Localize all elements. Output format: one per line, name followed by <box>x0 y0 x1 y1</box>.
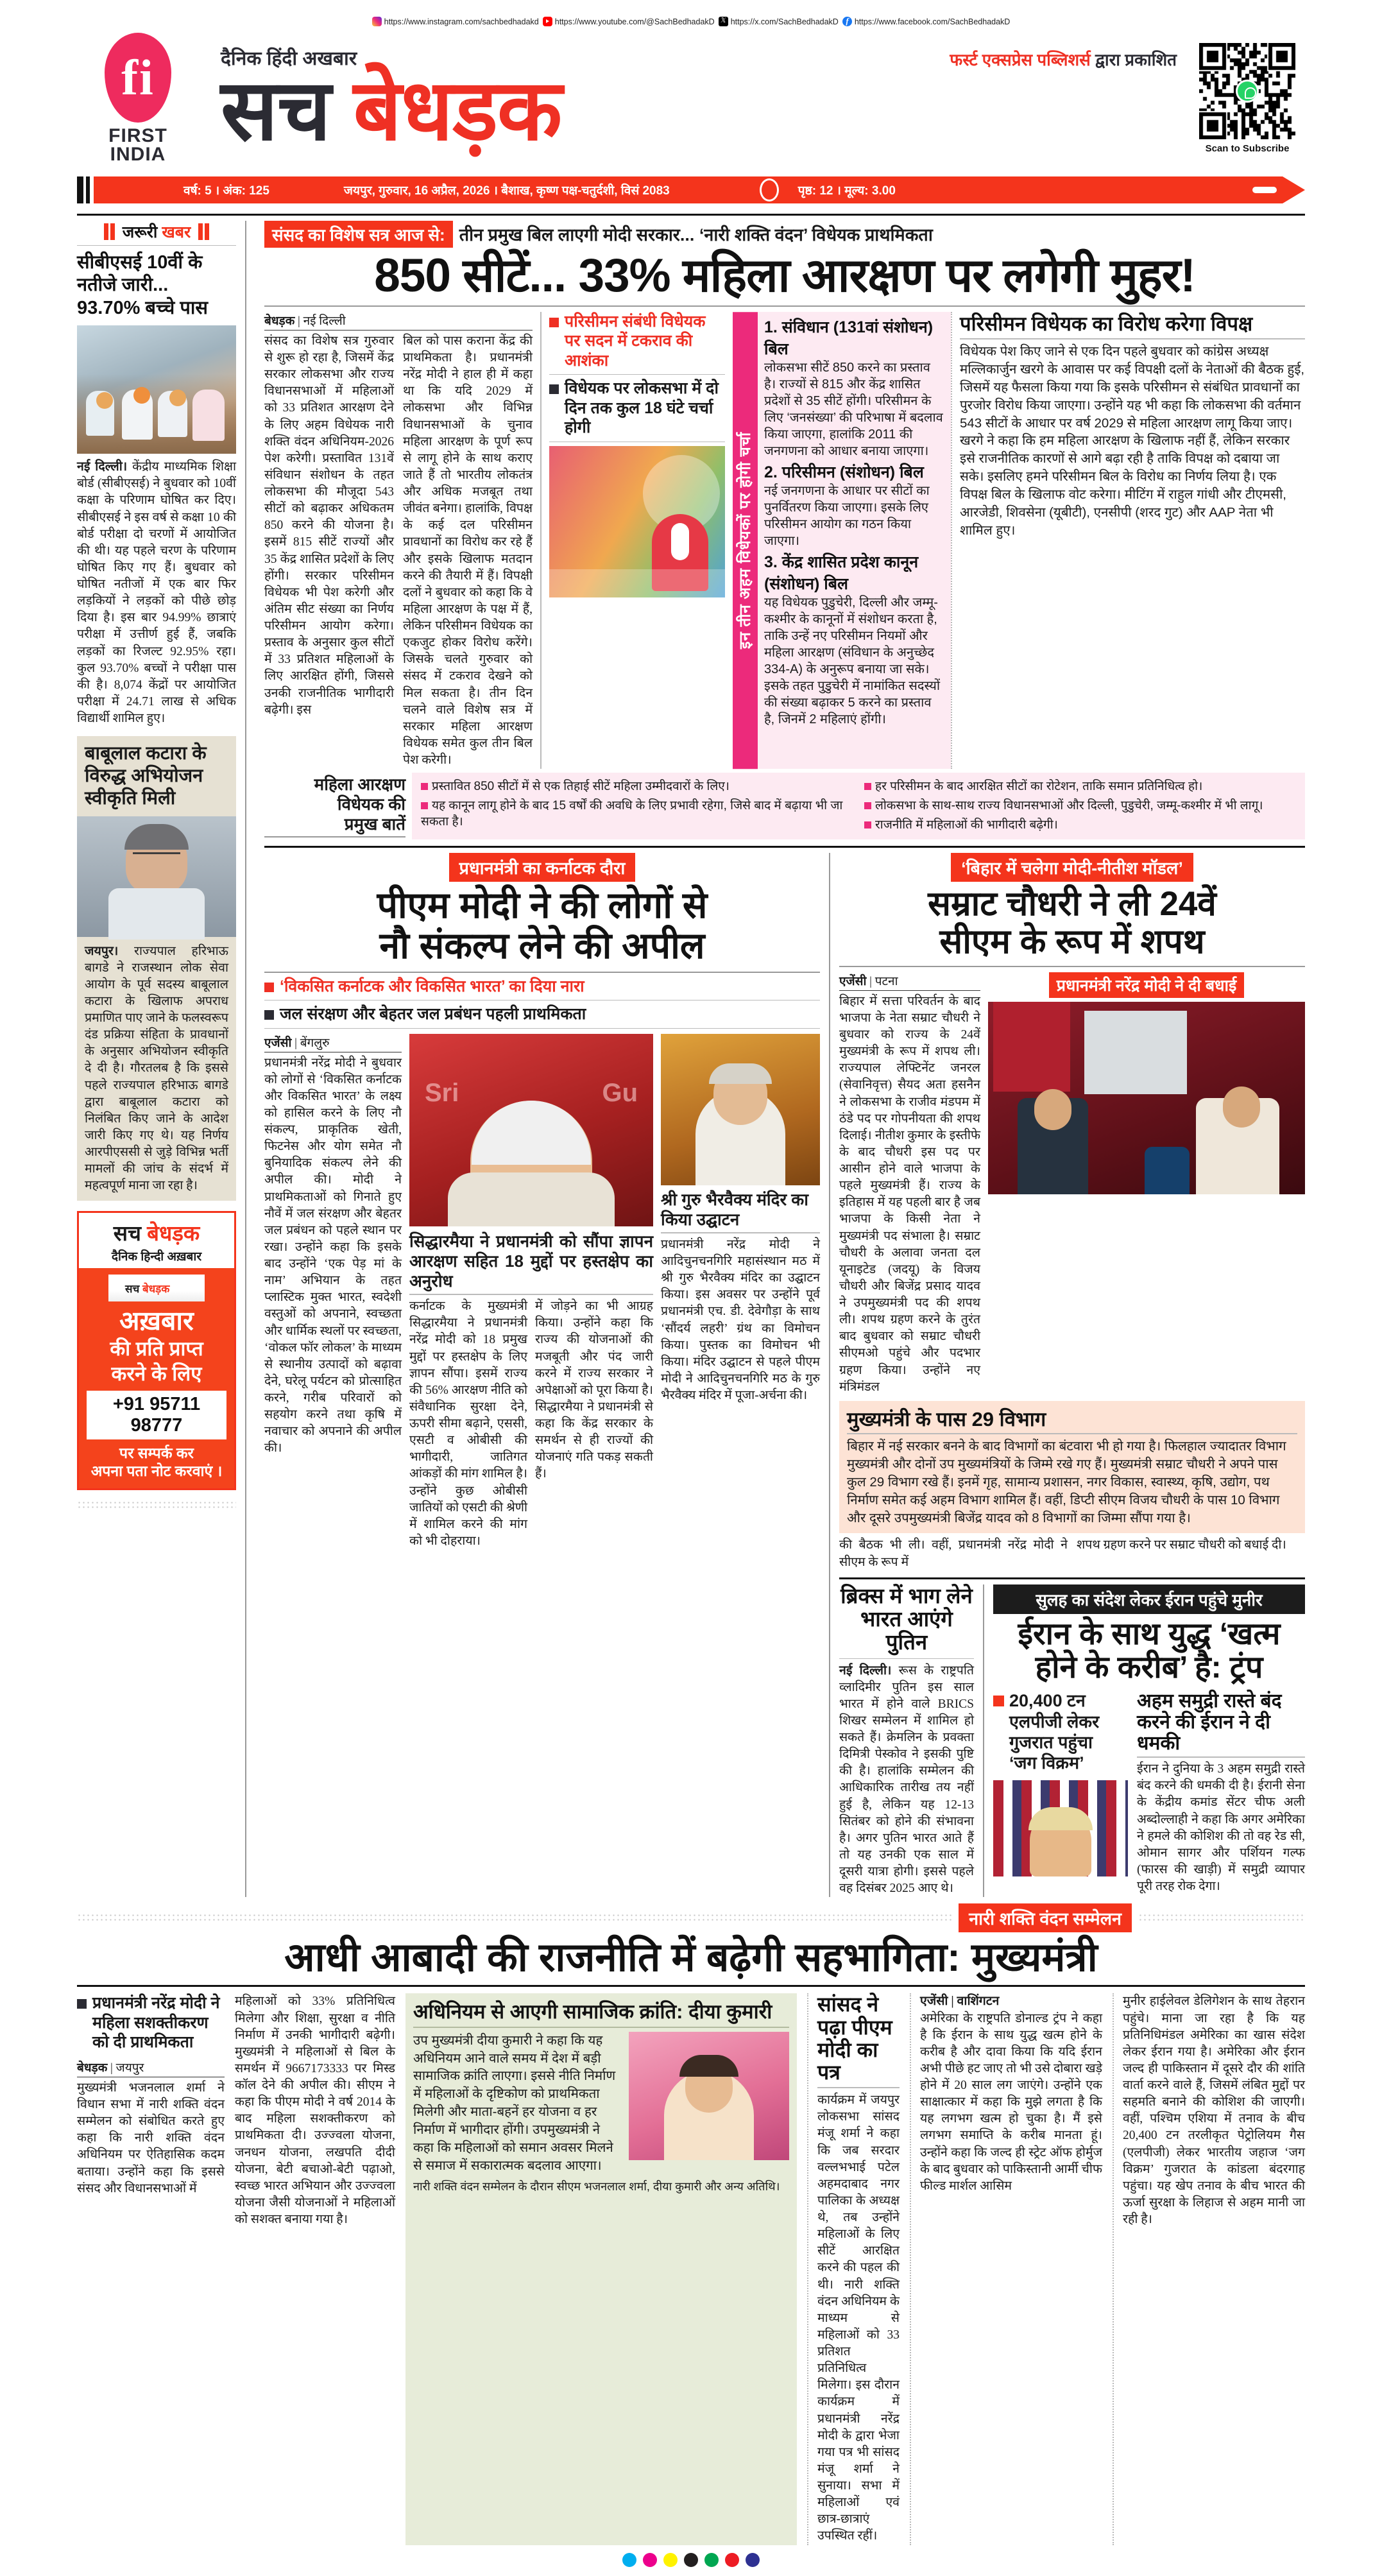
bihar-photo <box>988 1002 1305 1194</box>
publication-date: जयपुर, गुरुवार, 16 अप्रैल, 2026 । बैशाख, कृष्ण पक्ष-चतुर्दशी, विसं 2083 <box>343 184 670 198</box>
key-point-2: यह कानून लागू होने के बाद 15 वर्षों की अवधि के लिए प्रभावी रहेगा, जिसे बाद में बढ़ाया भी जा सकता है। <box>421 798 843 829</box>
lead-strap-line <box>264 221 1305 248</box>
key-point-1: प्रस्तावित 850 सीटों में से एक तिहाई सीटें महिला उम्मीदवारों के लिए। <box>421 779 853 795</box>
karnataka-memo-body-1: कर्नाटक के मुख्यमंत्री सिद्धारमैया ने प्रधानमंत्री नरेंद्र मोदी को 18 प्रमुख मुद्दों पर हस्तक्षेप के लिए ज्ञापन सौंपा। इसमें राज्य की 56% आरक्षण नीति को संवैधानिक सुरक्षा देने, ऊपरी सीमा बढ़ाने, एससी, एसटी व ओबीसी की भागीदारी, जातिगत आंकड़ों की मांग शामिल है। उन्होंने कुछ ओबीसी जातियों को एसटी की श्रेणी में शामिल करने की मांग को भी दोहराया। <box>409 1300 527 1548</box>
bills-list <box>758 312 951 769</box>
karnataka-photo-1: Sri Gu <box>409 1034 653 1226</box>
bill-1-title: 1. संविधान (131वां संशोधन) बिल <box>764 318 934 358</box>
bill-1-text: लोकसभा सीटें 850 करने का प्रस्ताव है। राज्यों से 815 और केंद्र शासित प्रदेशों से 35 सीटें होंगी। परिसीमन के लिए ‘जनसंख्या’ की परिभाषा में बदलाव किया जाएगा, हालांकि 2011 की जनगणना को आधार बनाया जाएगा। <box>764 360 943 458</box>
publisher-name: फर्स्ट एक्सप्रेस पब्लिशर्स <box>950 49 1091 69</box>
bottom-col-1 <box>77 1993 225 2545</box>
iran-headline-line-1[interactable]: ईरान के साथ युद्ध ‘खत्म <box>1018 1617 1281 1651</box>
key-points-label-3: प्रमुख बातें <box>264 814 405 837</box>
opposition-sidebar <box>951 312 1305 769</box>
karnataka-bullet-2: जल संरक्षण और बेहतर जल प्रबंधन पहली प्राथमिकता <box>264 1004 820 1024</box>
tagline-left: दैनिक हिंदी अखबार <box>221 47 357 69</box>
lead-headline[interactable]: 850 सीटें... 33% महिला आरक्षण पर लगेगी मुहर! <box>374 250 1195 302</box>
bottom-bullet: प्रधानमंत्री नरेंद्र मोदी ने महिला सशक्तीकरण को दी प्राथमिकता <box>77 1993 225 2052</box>
instagram-url: https://www.instagram.com/sachbedhadakd <box>384 17 539 26</box>
section-rule <box>264 846 1305 848</box>
qr-code[interactable] <box>1199 43 1295 139</box>
bullet-square-icon <box>264 983 274 992</box>
karnataka-headline-line-1[interactable]: पीएम मोदी ने की लोगों से <box>377 885 708 927</box>
key-points-label <box>264 773 412 839</box>
bottom-col-4 <box>807 1993 900 2545</box>
bottom-section-label: नारी शक्ति वंदन सम्मेलन <box>959 1903 1132 1932</box>
iran-body-continued: एजेंसी | वाशिंगटन अमेरिका के राष्ट्रपति डोनाल्ड ट्रंप ने कहा है कि ईरान के साथ युद्ध खत्म होने के करीब है और दावा किया कि यदि ईरान अभी पीछे हट जाए तो भी उसे दोबारा खड़े होने में 20 साल लग जाएंगे। उन्होंने एक साक्षात्कार में कहा कि मुझे लगता है कि यह लगभग खत्म हो चुका है। मैं इसे लगभग समाप्ति के करीब मानता हूं। उन्होंने कहा कि जल्द ही स्ट्रेट ऑफ होर्मुज के बाद बुधवार को पाकिस्तानी आर्मी चीफ फील्ड मार्शल आसिम <box>920 1995 1102 2193</box>
tagline-right <box>950 47 1177 71</box>
dotted-divider <box>1138 1913 1305 1923</box>
bullet-square-icon <box>549 318 559 327</box>
left-story-1-dateline: नई दिल्ली। <box>77 460 128 474</box>
bullet-square-icon <box>549 384 559 394</box>
karnataka-memo-body-2: में जोड़ने का भी आग्रह किया। उन्होंने कहा कि राज्य की योजनाओं की मजबूती और पंद जारी करने में राज्य सरकार ने अपेक्षाओं को पूरा किया है। सिद्धारमैया ने प्रधानमंत्री से कहा कि केंद्र सरकार के समर्थन से ही राज्यों की योजनाएं गति पकड़ सकती हैं। <box>535 1300 653 1481</box>
lead-story <box>255 221 1305 839</box>
bottom-body-1: मुख्यमंत्री भजनलाल शर्मा ने विधान सभा में नारी शक्ति वंदन सम्मेलन को संबोधित करते हुए कहा कि नारी शक्ति वंदन अधिनियम पर ऐतिहासिक कदम बताया। उन्होंने कहा कि इससे संसद और विधानसभाओं में <box>77 2081 225 2195</box>
iran-section-label: सुलह का संदेश लेकर ईरान पहुंचे मुनीर <box>993 1584 1305 1614</box>
bihar-headline-line-2[interactable]: सीएम के रूप में शपथ <box>939 922 1205 961</box>
lead-bills-block <box>733 312 951 769</box>
volume-issue: वर्ष: 5 । अंक: 125 <box>183 184 269 198</box>
bihar-box-body: बिहार में नई सरकार बनने के बाद विभागों का बंटवारा भी हो गया है। फिलहाल ज्यादातर विभाग मुख्यमंत्री और दोनों उप मुख्यमंत्रियों के जिम्मे रखे गए हैं। मुख्यमंत्री सम्राट चौधरी ने अपने पास कुल 29 विभाग रखे हैं। इनमें गृह, सामान्य प्रशासन, नगर विकास, स्वास्थ्य, कृषि, उद्योग, पथ निर्माण समेत कई अहम विभाग शामिल हैं। वहीं, डिप्टी सीएम विजय चौधरी के पास 10 विभाग और दूसरे उपमुख्यमंत्री बिजेंद्र यादव को 8 विभागों का जिम्मा सौंपा गया है। <box>847 1439 1286 1525</box>
bottom-byline: बेधड़क | जयपुर <box>77 2059 225 2077</box>
facebook-icon <box>842 17 852 26</box>
iran-byline: एजेंसी | वाशिंगटन <box>920 1995 1000 2009</box>
cmyk-dot-yellow <box>663 2553 678 2567</box>
ad-line-big: अख़बार <box>119 1306 194 1336</box>
left-story-2-photo <box>77 816 236 937</box>
ad-line-mid-2: करने के लिए <box>111 1362 202 1385</box>
left-story-1-body: नई दिल्ली। केंद्रीय माध्यमिक शिक्षा बोर्ड (सीबीएसई) ने बुधवार को 10वीं कक्षा के परिणाम घोषित कर दिए। सीबीएसई ने इस वर्ष से कक्षा 10 की बोर्ड परीक्षा दो चरणों में आयोजित की थी। यह पहले चरण के परिणाम घोषित किए गए हैं। बुधवार को घोषित नतीजों में एक बार फिर लड़कियों ने लड़कों को पीछे छोड़ दिया है। इस बार 94.99% छात्राएं परीक्षा में उत्तीर्ण हुई हैं, जबकि लड़कों का रिजल्ट 92.95% रहा। कुल 93.70% बच्चों ने परीक्षा पास की है। 8,074 केंद्रों पर आयोजित परीक्षा में 24.71 लाख से अधिक विद्यार्थी शामिल हुए। <box>77 460 237 725</box>
iran-headline-line-2[interactable]: होने के करीब’ है: ट्रंप <box>1035 1651 1263 1685</box>
nib-ornament <box>1246 176 1305 203</box>
content-area <box>0 221 1382 1897</box>
lead-bullets-block <box>540 312 733 769</box>
bottom-col-5 <box>910 1993 1102 2545</box>
left-story-1-photo <box>77 325 236 454</box>
logo-wordmark <box>77 127 199 164</box>
lead-body-col-1: संसद का विशेष सत्र गुरुवार से शुरू हो रहा है, जिसमें केंद्र सरकार लोकसभा और राज्य विधानसभाओं में महिलाओं को 33 प्रतिशत आरक्षण देने के लिए अहम विधेयक नारी शक्ति वंदन अधिनियम-2026 पेश करेगी। प्रस्तावित 131वें संविधान संशोधन के तहत लोकसभा की मौजूदा 543 सीटों को बढ़ाकर अधिकतम 850 करने की योजना है। इसमें 815 सीटें राज्यों और 35 केंद्र शासित प्रदेशों के लिए होंगी। सरकार परिसीमन विधेयक भी पेश करेगी और अंतिम सीट संख्या का निर्णय परिसीमन आयोग करेगा। प्रस्ताव के अनुसार कुल सीटों में 33 प्रतिशत महिलाओं के लिए आरक्षित होंगी, जिससे उनकी राजनीतिक भागीदारी बढ़ेगी। इस <box>264 334 394 717</box>
section-label-part2: खबर <box>162 223 191 241</box>
lead-text-block <box>264 312 540 769</box>
ad-brand-b: बेधड़क <box>147 1221 200 1246</box>
bihar-body: बिहार में सत्ता परिवर्तन के बाद भाजपा के नेता सम्राट चौधरी ने बुधवार को राज्य के 24वें मुख्यमंत्री के रूप में शपथ ली। राज्यपाल लेफ्टिनेंट जनरल (सेवानिवृत्त) सैयद अता हसनैन ने लोकसभा के राजीव मंडपम में ठंडे पद पर गोपनीयता की शपथ दिलाई। नीतीश कुमार के इस्तीफे के बाद चौधरी इस पद पर आसीन होने वाले भाजपा के पहले मुख्यमंत्री हैं। राज्य के इतिहास में यह पहली बार है जब भाजपा के किसी नेता ने मुख्यमंत्री पद संभाला है। सम्राट चौधरी के अलावा जनता दल यूनाइटेड (जदयू) के विजय चौधरी और बिजेंद्र प्रसाद यादव ने उपमुख्यमंत्री पद की शपथ ली। शपथ ग्रहण करने के तुरंत बाद बुधवार को सम्राट चौधरी सीएमओ पहुंचे और पदभार ग्रहण किया। उन्होंने नए मंत्रिमंडल <box>839 994 980 1394</box>
publisher-suffix: द्वारा प्रकाशित <box>1095 49 1177 69</box>
left-story-2-headline[interactable]: बाबूलाल कटारा के विरुद्ध अभियोजन स्वीकृति मिली <box>85 743 207 809</box>
ad-line-small-1: पर सम्पर्क कर <box>119 1445 194 1462</box>
logo-line-first: FIRST <box>108 125 167 146</box>
divider <box>77 245 236 246</box>
youtube-url: https://www.youtube.com/@SachBedhadakD <box>554 17 715 26</box>
middle-section <box>255 853 1305 1897</box>
karnataka-temple-head[interactable]: श्री गुरु भैरवैक्य मंदिर का किया उद्घाटन <box>661 1190 820 1233</box>
mp-letter-head[interactable]: सांसद ने पढ़ा पीएम मोदी का पत्र <box>817 1993 900 2088</box>
bottom-headline-wrap <box>77 1936 1305 1980</box>
ad-line-small-2: अपना पता नोट करवाएं । <box>90 1463 223 1480</box>
x-twitter-icon <box>719 17 728 26</box>
karnataka-body-row <box>264 1034 820 1550</box>
left-story-2-body: जयपुर। राज्यपाल हरिभाऊ बागडे ने राजस्थान लोक सेवा आयोग के पूर्व सदस्य बाबूलाल कटारा के खिलाफ अपराध प्रमाणित पाए जाने के फलस्वरूप दंड प्रक्रिया संहिता के प्रावधानों के अनुसार अभियोजन स्वीकृति दे दी है। गौरतलब है कि इससे पहले राज्यपाल हरिभाऊ बागडे द्वारा बाबूलाल कटारा को निलंबित किए जाने के आदेश जारी किए गए थे। यह निर्णय आरपीएससी से जुड़े विभिन्न भर्ती मामलों की जांच के संदर्भ में महत्वपूर्ण माना जा रहा है। <box>77 937 236 1201</box>
whatsapp-icon <box>1236 80 1259 103</box>
lead-byline-loc: नई दिल्ली <box>303 314 346 328</box>
bill-3-text: यह विधेयक पुडुचेरी, दिल्ली और जम्मू-कश्मीर के कानूनों में संशोधन करता है, ताकि उन्हें नए परिसीमन नियमों और महिला आरक्षण (संविधान के अनुच्छेद 334-A) के अनुरूप बनाया जा सके। इसके तहत पुडुचेरी में नामांकित सदस्यों की संख्या बढ़ाकर 5 करने का प्रस्ताव है, जिनमें 2 महिलाएं होंगी। <box>764 595 941 726</box>
bottom-columns <box>77 1993 1305 2545</box>
karnataka-section-label: प्रधानमंत्री का कर्नाटक दौरा <box>449 853 636 882</box>
key-points-label-2: विधेयक की <box>337 794 405 814</box>
bihar-photo-caption-bar: प्रधानमंत्री नरेंद्र मोदी ने दी बधाई <box>1049 972 1244 998</box>
youtube-icon <box>543 17 552 26</box>
bihar-byline: एजेंसी | पटना <box>839 972 980 991</box>
first-india-logo <box>77 33 199 164</box>
diya-kumari-box <box>405 1993 797 2545</box>
dotted-divider <box>77 1913 952 1923</box>
karnataka-temple-body: प्रधानमंत्री नरेंद्र मोदी ने आदिचुनचनगिरि महासंस्थान मठ में श्री गुरु भैरवैक्य मंदिर का उद्घाटन किया। इस अवसर पर उन्होंने पूर्व प्रधानमंत्री एच. डी. देवेगौड़ा के साथ ‘सौंदर्य लहरी’ ग्रंथ का विमोचन किया। पुस्तक का विमोचन भी किया। मंदिर उद्घाटन से पहले पीएम मोदी ने आदिचुनचनगिरि मठ के गुरु भैरवैक्य मंदिर में पूजा-अर्चना की। <box>661 1237 820 1403</box>
cmyk-dot-green <box>704 2553 719 2567</box>
date-bar-oval-ornament <box>760 178 779 202</box>
opposition-body: विधेयक पेश किए जाने से एक दिन पहले बुधवार को कांग्रेस अध्यक्ष मल्लिकार्जुन खरगे के आवास पर कई विपक्षी दलों के नेताओं की बैठक हुई, जिसमें यह फैसला किया गया कि इसके परिसीमन से संबंधित प्रावधानों का पुरजोर विरोध किया जाएगा। उन्होंने यह भी कहा कि लोकसभा की वर्तमान 543 सीटों के आधार पर वर्ष 2029 से महिला आरक्षण लागू किया जाए। खरगे ने कहा कि हम महिला आरक्षण के खिलाफ नहीं हैं, लेकिन सरकार इसे राजनीतिक कारणों से आगे बढ़ा रही है ताकि विपक्ष को दबाया जा सके। इसलिए हमने परिसीमन बिल के विरोध का निर्णय लिया है। एक विपक्ष बिल के खिलाफ वोट करेगा। मीटिंग में राहुल गांधी और टीएमसी, आरजेडी, शिवसेना (यूबीटी), एनसीपी (शरद गुट) और AAP नेता भी शामिल हुए। <box>960 344 1305 538</box>
title-bedhadak: बेधड़क <box>353 62 562 157</box>
cmyk-registration-marks <box>0 2545 1382 2576</box>
newspaper-roll-image <box>108 1275 205 1301</box>
key-points-list <box>412 773 1305 839</box>
bottom-section <box>0 1903 1382 2545</box>
top-rule <box>77 214 1305 216</box>
left-story-2 <box>77 736 236 816</box>
main-column <box>245 221 1305 1897</box>
bottom-col-6 <box>1113 1993 1305 2545</box>
pages-price: पृष्ठ: 12 । मूल्य: 3.00 <box>798 184 896 198</box>
lead-bullet-2: विधेयक पर लोकसभा में दो दिन तक कुल 18 घंटे चर्चा होगी <box>549 379 725 438</box>
karnataka-memo-headline[interactable]: सिद्धारमैया ने प्रधानमंत्री को सौंपा ज्ञापन आरक्षण सहित 18 मुद्दों पर हस्तक्षेप का अनुरोध <box>409 1232 653 1296</box>
title-sach: सच <box>221 62 354 157</box>
bills-vertical-label: इन तीन अहम विधेयकों पर होगी चर्चा <box>733 312 758 769</box>
iran-body-2: मुनीर हाईलेवल डेलिगेशन के साथ तेहरान पहुंचे। माना जा रहा है कि यह प्रतिनिधिमंडल अमेरिका का खास संदेश लेकर ईरान गया है। अमेरिका और ईरान जल्द ही पाकिस्तान में दूसरे दौर की शांति वार्ता करने वाले हैं, जिसमें लंबित मुद्दों पर सहमति बनाने की कोशिश की जाएगी। वहीं, पश्चिम एशिया में तनाव के बीच 20,400 टन तरलीकृत पेट्रोलियम गैस (एलपीजी) लेकर भारतीय जहाज ‘जग विक्रम’ गुजरात के कांडला बंदरगाह पहुंचा। यह खेप तनाव के बीच भारत की ऊर्जा सुरक्षा के लिहाज से अहम मानी जा रही है। <box>1123 1995 1305 2227</box>
karnataka-photo-2 <box>661 1034 820 1185</box>
social-link-youtube[interactable] <box>543 17 715 26</box>
bihar-tail-2: शपथ ग्रहण करने पर सम्राट चौधरी को बधाई दी। <box>1077 1538 1286 1552</box>
bill-2-title: 2. परिसीमन (संशोधन) बिल <box>764 463 924 481</box>
date-bar-marker-2 <box>86 176 90 203</box>
brics-dateline: नई दिल्ली। <box>839 1663 892 1678</box>
iran-sub-body: ईरान ने दुनिया के 3 अहम समुद्री रास्ते बंद करने की धमकी दी है। ईरानी सेना के केंद्रीय कमांड सेंटर चीफ अली अब्दोल्लाही ने कहा कि अगर अमेरिका ने हमले की कोशिश की तो वह रेड सी, ओमान सागर और पर्शियन गल्फ (फारस की खाड़ी) में समुद्री व्यापार पूरी तरह रोक देगा। <box>1137 1762 1305 1894</box>
ad-brand-a: सच <box>113 1221 148 1246</box>
dotted-divider <box>77 1500 236 1511</box>
cmyk-dot-black <box>684 2553 698 2567</box>
brics-story <box>839 1584 974 1898</box>
green-body: उप मुख्यमंत्री दीया कुमारी ने कहा कि यह अधिनियम आने वाले समय में देश में बड़ी सामाजिक क्रांति लाएगा। इससे नीति निर्माण में महिलाओं के दृष्टिकोण को प्राथमिकता मिलेगी और माता-बहनें हर योजना व हर निर्माण में भागीदार होंगी। उपमुख्यमंत्री ने कहा कि महिलाओं को समान अवसर मिलने से समाज में सकारात्मक बदलाव आएगा। <box>413 2032 616 2173</box>
lead-body-col-2: बिल को पास कराना केंद्र की प्राथमिकता है। प्रधानमंत्री नरेंद्र मोदी ने हाल ही में कहा था कि यदि 2029 में लोकसभा और विभिन्न विधानसभाओं के चुनाव महिला आरक्षण के पूर्ण रूप से लागू होने के साथ कराए जाते हैं तो भारतीय लोकतंत्र और अधिक मजबूत तथा जीवंत बनेगा। हालांकि, विपक्ष के कई दल परिसीमन प्रावधानों का विरोध कर रहे हैं और इसके खिलाफ मतदान करने की तैयारी में हैं। विपक्षी दलों ने बुधवार को कहा कि वे महिला आरक्षण के पक्ष में हैं, लेकिन परिसीमन विधेयक का एकजुट होकर विरोध करेंगे। जिसके चलते गुरुवार को संसद में टकराव देखने को मिल सकता है। तीन दिन चलने वाले विशेष सत्र में सरकार महिला आरक्षण विधेयक समेत कुल तीन बिल पेश करेगी। <box>403 334 533 768</box>
masthead <box>0 26 1382 167</box>
x-url: https://x.com/SachBedhadakD <box>730 17 839 26</box>
bullet-square-icon <box>993 1696 1004 1706</box>
bihar-departments-box <box>839 1401 1305 1534</box>
left-rail <box>77 221 245 1897</box>
section-header-jaruri-khabar <box>77 221 236 245</box>
green-photo-caption: नारी शक्ति वंदन सम्मेलन के दौरान सीएम भजनलाल शर्मा, दीया कुमारी और अन्य अतिथि। <box>413 2179 780 2193</box>
key-points-label-1: महिला आरक्षण <box>314 774 405 794</box>
bill-3-title: 3. केंद्र शासित प्रदेश कानून (संशोधन) बिल <box>764 553 919 593</box>
bullet-square-icon <box>264 1010 274 1020</box>
bihar-box-head: मुख्यमंत्री के पास 29 विभाग <box>847 1407 1297 1434</box>
karnataka-body: प्रधानमंत्री नरेंद्र मोदी ने बुधवार को लोगों से ‘विकसित कर्नाटक और विकसित भारत’ के लक्ष्य को हासिल करने के लिए नौ संकल्प, प्राकृतिक खेती, फिटनेस और योग समेत नौ बुनियादिक संकल्प लेने की अपील की। मोदी ने प्राथमिकताओं को गिनाते हुए नौवें में जल संरक्षण और बेहतर जल प्रबंधन को पहले स्थान पर रखा। उन्होंने कहा कि इसके बाद उन्होंने ‘एक पेड़ मां के नाम’ अभियान के तहत प्लास्टिक मुक्त भारत, स्वदेशी वस्तुओं को अपनाने, स्वच्छता और धार्मिक स्थलों पर स्वच्छता, ‘वोकल फॉर लोकल’ के माध्यम से स्थानीय उत्पादों को बढ़ावा देने, घरेलू पर्यटन को प्रोत्साहित करने, गरीब परिवारों को सहयोग करने तथा कृषि में नवाचार को अपनाने की अपील की। <box>264 1056 402 1455</box>
cmyk-dot-magenta <box>643 2553 657 2567</box>
iran-sub-head[interactable]: अहम समुद्री रास्ते बंद करने की ईरान ने दी धमकी <box>1137 1690 1305 1758</box>
left-story-1-headline[interactable]: सीबीएसई 10वीं के नतीजे जारी... 93.70% बच्चे पास <box>77 252 208 318</box>
ad-phone-number[interactable]: +91 95711 98777 <box>87 1391 226 1439</box>
date-bar <box>77 171 1305 209</box>
lead-byline: बेधड़क | नई दिल्ली <box>264 312 533 331</box>
ad-brand-header <box>79 1213 234 1268</box>
key-point-4: लोकसभा के साथ-साथ राज्य विधानसभाओं और दिल्ली, पुडुचेरी, जम्मू-कश्मीर में भी लागू। <box>864 798 1296 814</box>
lead-photo <box>549 446 725 597</box>
bottom-headline[interactable]: आधी आबादी की राजनीति में बढ़ेगी सहभागिता: मुख्यमंत्री <box>284 1936 1098 1980</box>
ad-brand-sub: दैनिक हिन्दी अख़बार <box>111 1250 202 1264</box>
bihar-section-label: ‘बिहार में चलेगा मोदी-नीतीश मॉडल’ <box>951 853 1193 882</box>
cmyk-dot-blue <box>746 2553 760 2567</box>
roll-brand-b: बेधड़क <box>142 1283 170 1296</box>
lead-byline-paper: बेधड़क <box>264 314 295 328</box>
date-bar-marker-1 <box>77 176 83 203</box>
date-bar-body <box>94 176 1246 203</box>
green-photo <box>629 2032 789 2160</box>
lead-kicker: संसद का विशेष सत्र आज से: <box>264 221 453 248</box>
social-link-x[interactable] <box>719 17 839 26</box>
qr-block <box>1183 43 1305 154</box>
bars-left-icon <box>104 223 115 240</box>
iran-story <box>983 1584 1305 1898</box>
lead-story-columns <box>264 312 1305 769</box>
social-link-facebook[interactable] <box>842 17 1011 26</box>
brics-headline[interactable]: ब्रिक्स में भाग लेने भारत आएंगे पुतिन <box>840 1583 973 1654</box>
iran-photo-trump <box>993 1780 1128 1876</box>
cmyk-dot-cyan <box>622 2553 636 2567</box>
world-section <box>839 1584 1305 1898</box>
brics-body: नई दिल्ली। रूस के राष्ट्रपति व्लादिमीर पुतिन इस साल भारत में होने वाले BRICS शिखर सम्मेलन में शामिल हो सकते हैं। क्रेमलिन के प्रवक्ता दिमित्री पेस्कोव ने इसकी पुष्टि की है। हालांकि सम्मेलन की आधिकारिक तारीख तय नहीं हुई है, लेकिन यह 12-13 सितंबर को होने की संभावना है। अगर पुतिन भारत आते हैं तो यह उनकी एक साल में दूसरी यात्रा होगी। इससे पहले वह दिसंबर 2025 आए थे। <box>839 1663 975 1896</box>
key-point-3: हर परिसीमन के बाद आरक्षित सीटों का रोटेशन, ताकि समान प्रतिनिधित्व हो। <box>864 779 1296 795</box>
masthead-title-block <box>199 44 1183 157</box>
divider <box>839 1577 1305 1579</box>
karnataka-headline-line-2[interactable]: नौ संकल्प लेने की अपील <box>379 925 705 966</box>
first-india-logo-mark <box>105 33 171 123</box>
cmyk-dot-red <box>725 2553 739 2567</box>
facebook-url: https://www.facebook.com/SachBedhadakD <box>854 17 1011 26</box>
green-head[interactable]: अधिनियम से आएगी सामाजिक क्रांति: दीया कुमारी <box>413 2000 789 2027</box>
karnataka-bullet-1: ‘विकसित कर्नाटक और विकसित भारत’ का दिया नारा <box>264 977 820 997</box>
bullet-square-icon <box>77 1999 87 2009</box>
key-point-5: राजनीति में महिलाओं की भागीदारी बढ़ेगी। <box>864 818 1296 834</box>
bihar-tail-1: की बैठक भी ली। वहीं, प्रधानमंत्री नरेंद्र मोदी ने सीएम के रूप में <box>839 1538 1068 1569</box>
opposition-head[interactable]: परिसीमन विधेयक का विरोध करेगा विपक्ष <box>960 312 1305 339</box>
logo-letters: fi <box>121 49 155 105</box>
left-story-2-dateline: जयपुर। <box>85 944 119 958</box>
iran-lpg-bullet: 20,400 टन एलपीजी लेकर गुजरात पहुंचा ‘जग विक्रम’ <box>1009 1691 1100 1773</box>
section-label-part1: जरूरी <box>122 223 162 241</box>
lead-strap: तीन प्रमुख बिल लाएगी मोदी सरकार... ‘नारी शक्ति वंदन’ विधेयक प्राथमिकता <box>459 225 933 245</box>
bihar-story <box>829 853 1305 1897</box>
bars-right-icon <box>198 223 209 240</box>
roll-brand-a: सच <box>125 1283 143 1296</box>
bottom-col-2 <box>235 1993 395 2545</box>
instagram-icon <box>372 17 382 26</box>
social-links-strip <box>0 0 1382 26</box>
subscription-ad[interactable] <box>77 1211 236 1490</box>
bihar-body-row <box>839 972 1305 1396</box>
ad-line-mid-1: की प्रति प्राप्त <box>110 1337 203 1361</box>
bottom-body-2: महिलाओं को 33% प्रतिनिधित्व मिलेगा और शिक्षा, सुरक्षा व नीति निर्माण में उनकी भागीदारी बढ़ेगी। मुख्यमंत्री ने महिलाओं से बिल के समर्थन में 9667173333 पर मिस्ड कॉल देने की अपील की। सीएम ने कहा कि पीएम मोदी ने वर्ष 2014 के बाद महिला सशक्तीकरण को प्राथमिकता दी। उज्ज्वला योजना, जनधन योजना, लखपति दीदी योजना, बेटी बचाओ-बेटी पढ़ाओ, स्वच्छ भारत अभियान और उज्ज्वला योजना जैसी योजनाओं ने महिलाओं को सशक्त बनाया गया है। <box>235 1995 395 2227</box>
bihar-headline-line-1[interactable]: सम्राट चौधरी ने ली 24वें <box>928 885 1216 923</box>
karnataka-memo-head <box>409 1232 653 1296</box>
karnataka-story <box>264 853 829 1897</box>
logo-line-india: INDIA <box>110 143 166 165</box>
key-points-band <box>264 773 1305 839</box>
karnataka-byline: एजेंसी | बेंगलुरु <box>264 1034 402 1052</box>
qr-caption: Scan to Subscribe <box>1205 142 1290 154</box>
bill-2-text: नई जनगणना के आधार पर सीटों का पुनर्वितरण किया जाएगा। इसके लिए परिसीमन आयोग का गठन किया जाएगा। <box>764 483 930 548</box>
mp-letter-body: कार्यक्रम में जयपुर लोकसभा सांसद मंजू शर्मा ने कहा कि जब सरदार वल्लभभाई पटेल अहमदाबाद नगर पालिका के अध्यक्ष थे, तब उन्होंने महिलाओं के लिए सीटें आरक्षित करने की पहल की थी। नारी शक्ति वंदन अधिनियम के माध्यम से महिलाओं को 33 प्रतिशत प्रतिनिधित्व मिलेगा। इस दौरान कार्यक्रम में प्रधानमंत्री नरेंद्र मोदी के द्वारा भेजा गया पत्र भी सांसद मंजू शर्मा ने सुनाया। सभा में महिलाओं एवं छात्र-छात्राएं उपस्थित रहीं। <box>817 2093 900 2543</box>
page-title <box>221 62 1183 157</box>
lead-bullet-1: परिसीमन संबंधी विधेयक पर सदन में टकराव की आशंका <box>549 312 725 371</box>
social-link-instagram[interactable] <box>372 17 539 26</box>
